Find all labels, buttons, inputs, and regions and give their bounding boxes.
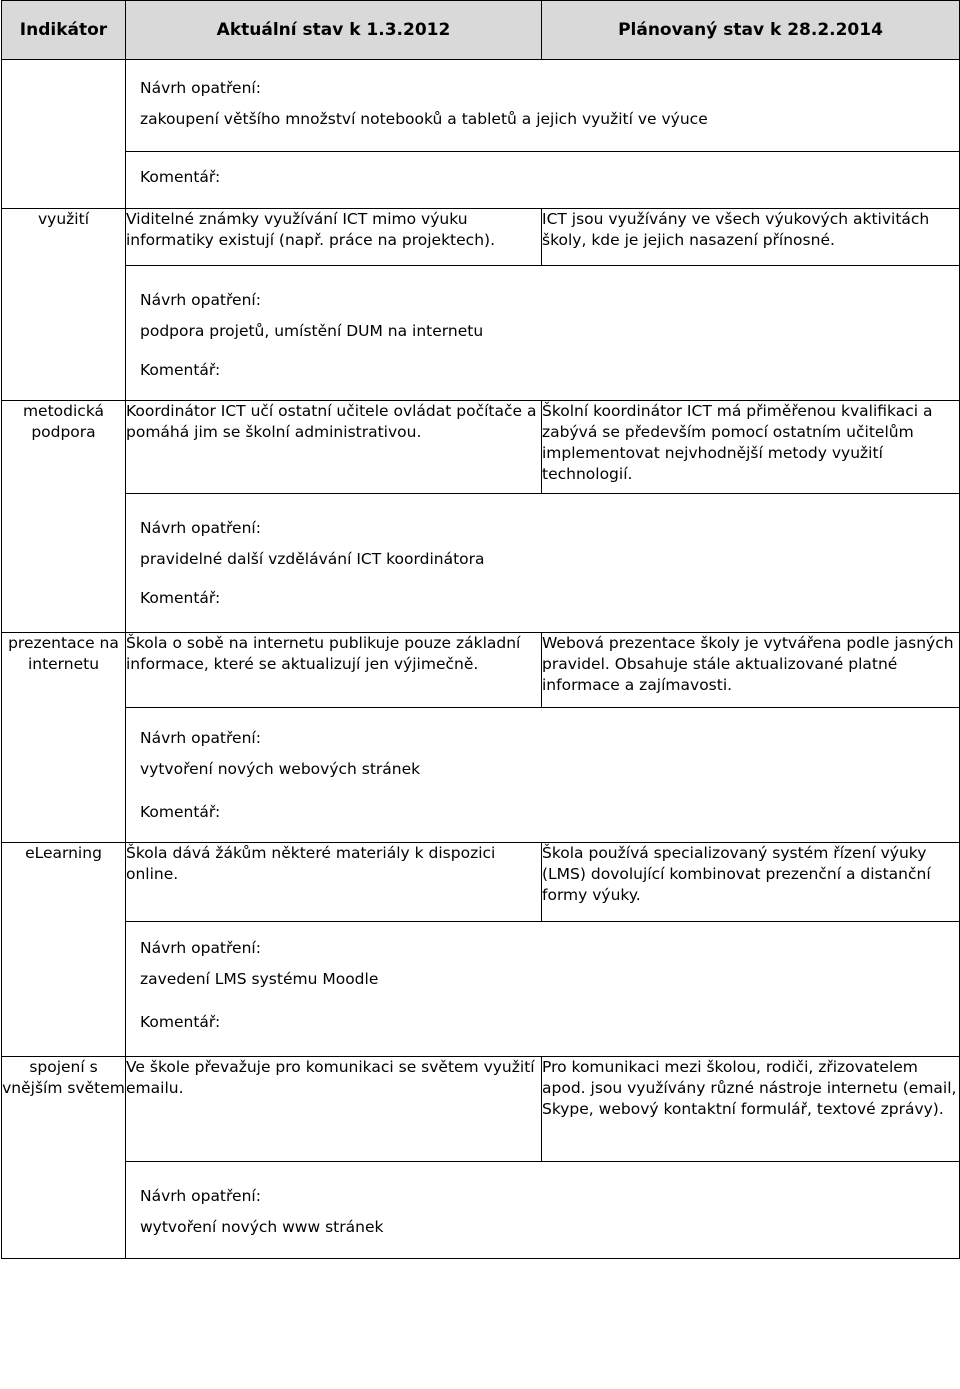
indicator-name: prezentace na internetu: [2, 633, 126, 843]
comment-row: [2, 780, 960, 843]
top-comment-cell: [126, 152, 960, 209]
navrh-value: podpora projetů, umístění DUM na internetu: [140, 322, 484, 340]
navrh-row: [2, 922, 960, 991]
header-indicator: Indikátor: [2, 1, 126, 60]
navrh-value: zavedení LMS systému Moodle: [140, 970, 379, 988]
navrh-value: zakoupení většího množství notebooků a tabletů a jejich využití ve výuce: [140, 110, 708, 128]
indicator-name: spojení s vnějším světem: [2, 1057, 126, 1259]
planned-state-cell: Škola používá specializovaný systém řízení výuky (LMS) dovolující kombinovat prezenční a distanční formy výuky.: [542, 843, 960, 922]
top-navrh-cell: [126, 60, 960, 152]
komentar-label: Komentář:: [140, 168, 221, 186]
section-row: [2, 633, 960, 708]
current-state-cell: Koordinátor ICT učí ostatní učitele ovládat počítače a pomáhá jim se školní administrativou.: [126, 401, 542, 494]
navrh-cell: [126, 1162, 960, 1259]
indicator-name: metodická podpora: [2, 401, 126, 633]
navrh-cell: [126, 708, 960, 781]
planned-state-cell: ICT jsou využívány ve všech výukových aktivitách školy, kde je jejich nasazení přínosné.: [542, 209, 960, 266]
header-row: [2, 1, 960, 60]
planned-state-cell: Pro komunikaci mezi školou, rodiči, zřizovatelem apod. jsou využívány různé nástroje internetu (email, Skype, webový kontaktní formulář, textové zprávy).: [542, 1057, 960, 1162]
top-indicator-cell: [2, 60, 126, 152]
comment-row: [2, 570, 960, 633]
komentar-label: Komentář:: [140, 1013, 221, 1031]
navrh-cell: [126, 922, 960, 991]
header-current-state: Aktuální stav k 1.3.2012: [126, 1, 542, 60]
top-navrh-row: [2, 60, 960, 152]
navrh-value: wytvoření nových www stránek: [140, 1218, 384, 1236]
indicator-name: využití: [2, 209, 126, 401]
navrh-label: Návrh opatření:: [140, 79, 261, 97]
navrh-value: vytvoření nových webových stránek: [140, 760, 421, 778]
current-state-cell: Škola dává žákům některé materiály k dispozici online.: [126, 843, 542, 922]
navrh-row: [2, 1162, 960, 1259]
indicator-table: [1, 0, 960, 1259]
section-row: [2, 209, 960, 266]
navrh-label: Návrh opatření:: [140, 1187, 261, 1205]
current-state-cell: Škola o sobě na internetu publikuje pouze základní informace, které se aktualizují jen výjimečně.: [126, 633, 542, 708]
section-row: [2, 401, 960, 494]
comment-cell: [126, 780, 960, 843]
komentar-label: Komentář:: [140, 803, 221, 821]
navrh-cell: [126, 494, 960, 571]
comment-cell: [126, 990, 960, 1057]
current-state-cell: Ve škole převažuje pro komunikaci se světem využití emailu.: [126, 1057, 542, 1162]
navrh-row: [2, 708, 960, 781]
navrh-cell: [126, 266, 960, 343]
navrh-label: Návrh opatření:: [140, 939, 261, 957]
navrh-label: Návrh opatření:: [140, 291, 261, 309]
navrh-row: [2, 266, 960, 343]
comment-row: [2, 342, 960, 401]
section-row: [2, 843, 960, 922]
current-state-cell: Viditelné známky využívání ICT mimo výuku informatiky existují (např. práce na projektech).: [126, 209, 542, 266]
planned-state-cell: Webová prezentace školy je vytvářena podle jasných pravidel. Obsahuje stále aktualizované platné informace a zajímavosti.: [542, 633, 960, 708]
indicator-name: eLearning: [2, 843, 126, 1057]
navrh-label: Návrh opatření:: [140, 729, 261, 747]
top-comment-row: [2, 152, 960, 209]
header-planned-state: Plánovaný stav k 28.2.2014: [542, 1, 960, 60]
comment-cell: [126, 342, 960, 401]
navrh-row: [2, 494, 960, 571]
navrh-label: Návrh opatření:: [140, 519, 261, 537]
planned-state-cell: Školní koordinátor ICT má přiměřenou kvalifikaci a zabývá se především pomocí ostatním učitelům implementovat nejvhodnější metody využití technologií.: [542, 401, 960, 494]
comment-row: [2, 990, 960, 1057]
top-indicator-cell-2: [2, 152, 126, 209]
komentar-label: Komentář:: [140, 589, 221, 607]
section-row: [2, 1057, 960, 1162]
navrh-value: pravidelné další vzdělávání ICT koordinátora: [140, 550, 485, 568]
komentar-label: Komentář:: [140, 361, 221, 379]
comment-cell: [126, 570, 960, 633]
